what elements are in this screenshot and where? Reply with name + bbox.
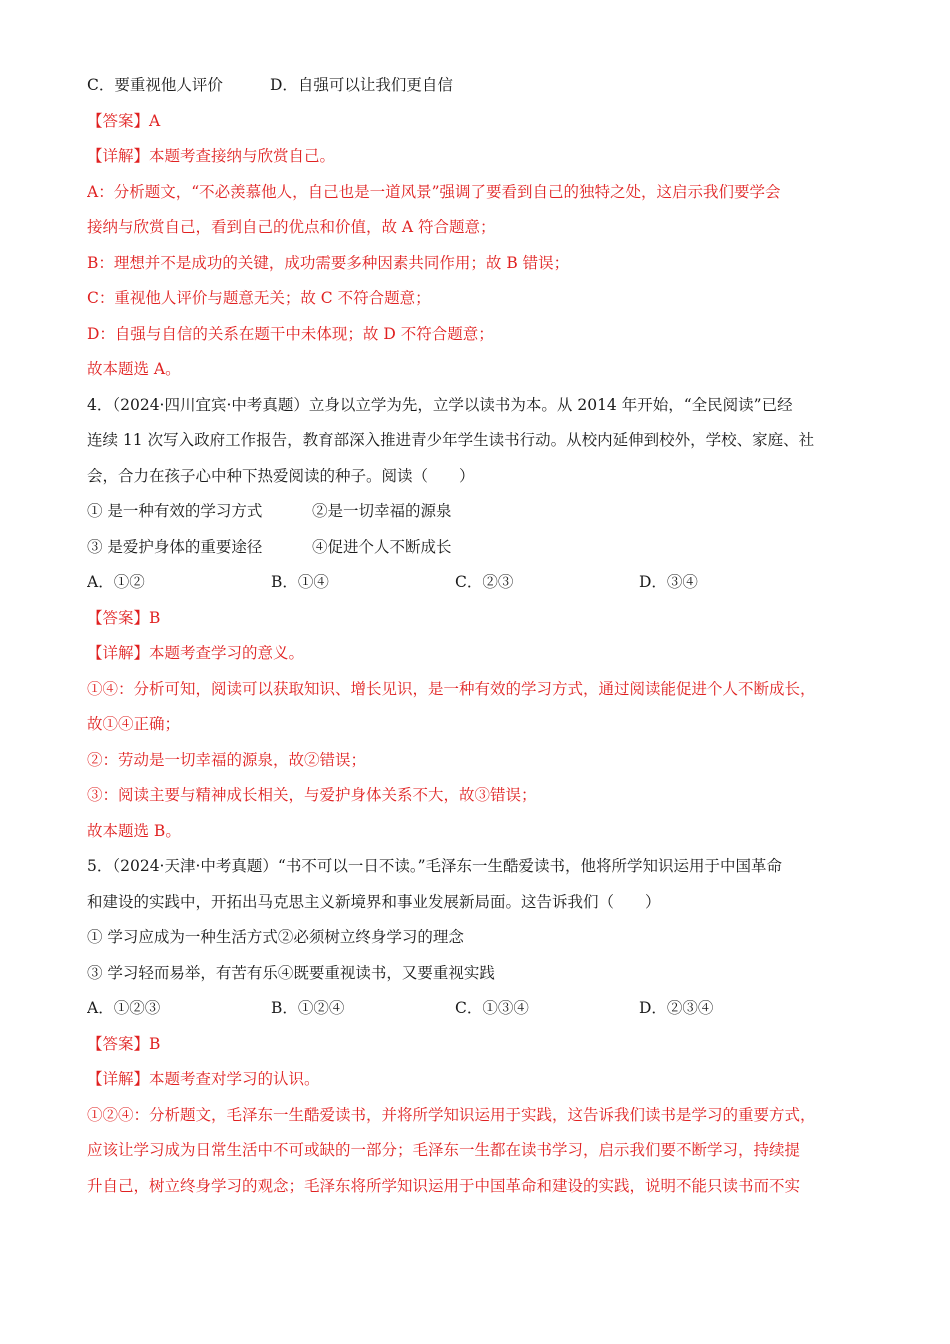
q5-stem-line: 5．（2024·天津·中考真题）“书不可以一日不读。”毛泽东一生酷爱读书，他将所学知识运用于中国革命 [87, 857, 783, 875]
q5-statement: ① 学习应成为一种生活方式②必须树立终身学习的理念 [87, 928, 464, 946]
q5-option-d: D．②③④ [639, 999, 714, 1017]
q3-option-c: C．要重视他人评价 [87, 76, 223, 94]
q4-conclusion: 故本题选 B。 [87, 821, 181, 840]
q4-option-d: D．③④ [639, 573, 698, 591]
q5-options-row [87, 993, 867, 1029]
q4-stem-line: 连续 11 次写入政府工作报告，教育部深入推进青少年学生读书行动。从校内延伸到校外，学校、家庭、社 [87, 431, 815, 449]
q3-answer: 【答案】A [87, 111, 161, 130]
q4-explain-title: 【详解】本题考查学习的意义。 [87, 644, 305, 662]
q4-stem-line: 4．（2024·四川宜宾·中考真题）立身以立学为先，立学以读书为本。从 2014 年开始，“全民阅读”已经 [87, 395, 793, 414]
document-content [87, 70, 867, 1206]
q4-option-c: C．②③ [455, 573, 514, 591]
q4-statement: ③ 是爱护身体的重要途径 [87, 537, 263, 556]
q5-explain-line: 升自己，树立终身学习的观念；毛泽东将所学知识运用于中国革命和建设的实践，说明不能只读书而不实 [87, 1176, 801, 1195]
q3-explain-line: D：自强与自信的关系在题干中未体现；故 D 不符合题意； [87, 324, 494, 343]
q4-explain-line: ②：劳动是一切幸福的源泉，故②错误； [87, 750, 367, 769]
q3-conclusion: 故本题选 A。 [87, 360, 181, 378]
q3-options-row [87, 70, 867, 106]
q5-option-b: B．①②④ [271, 999, 345, 1017]
q3-option-d: D．自强可以让我们更自信 [270, 76, 453, 94]
q4-statements-row [87, 496, 867, 532]
q5-explain-line: ①②④：分析题文，毛泽东一生酷爱读书，并将所学知识运用于实践，这告诉我们读书是学习的重要方式， [87, 1105, 816, 1124]
q3-explain-title: 【详解】本题考查接纳与欣赏自己。 [87, 147, 336, 165]
q4-answer: 【答案】B [87, 608, 161, 627]
q4-options-row [87, 567, 867, 603]
q5-answer: 【答案】B [87, 1034, 161, 1053]
q5-explain-line: 应该让学习成为日常生活中不可或缺的一部分；毛泽东一生都在读书学习，启示我们要不断学习，持续提 [87, 1141, 801, 1159]
q4-statement: ④促进个人不断成长 [312, 537, 452, 556]
q5-statement: ③ 学习轻而易举，有苦有乐④既要重视读书，又要重视实践 [87, 963, 495, 982]
q4-statements-row [87, 532, 867, 568]
q5-option-a: A．①②③ [87, 999, 161, 1017]
q4-option-b: B．①④ [271, 573, 329, 591]
q5-option-c: C．①③④ [455, 999, 529, 1017]
q5-explain-title: 【详解】本题考查对学习的认识。 [87, 1070, 320, 1088]
q3-explain-line: A：分析题文，“不必羡慕他人，自己也是一道风景”强调了要看到自己的独特之处，这启示我们要学会 [87, 182, 781, 201]
q4-option-a: A．①② [87, 573, 145, 591]
q4-explain-line: ③：阅读主要与精神成长相关，与爱护身体关系不大，故③错误； [87, 786, 537, 804]
q3-explain-line: C：重视他人评价与题意无关；故 C 不符合题意； [87, 289, 431, 307]
q4-statement: ②是一切幸福的源泉 [312, 502, 452, 520]
q4-statement: ① 是一种有效的学习方式 [87, 502, 263, 520]
q4-explain-line: 故①④正确； [87, 715, 181, 733]
q3-explain-line: B：理想并不是成功的关键，成功需要多种因素共同作用；故 B 错误； [87, 253, 570, 272]
q4-explain-line: ①④：分析可知，阅读可以获取知识、增长见识，是一种有效的学习方式，通过阅读能促进个人不断成长， [87, 679, 816, 698]
q4-stem-line: 会，合力在孩子心中种下热爱阅读的种子。阅读（ ） [87, 466, 475, 485]
q3-explain-line: 接纳与欣赏自己，看到自己的优点和价值，故 A 符合题意； [87, 218, 496, 236]
q5-stem-line: 和建设的实践中，开拓出马克思主义新境界和事业发展新局面。这告诉我们（ ） [87, 892, 661, 911]
